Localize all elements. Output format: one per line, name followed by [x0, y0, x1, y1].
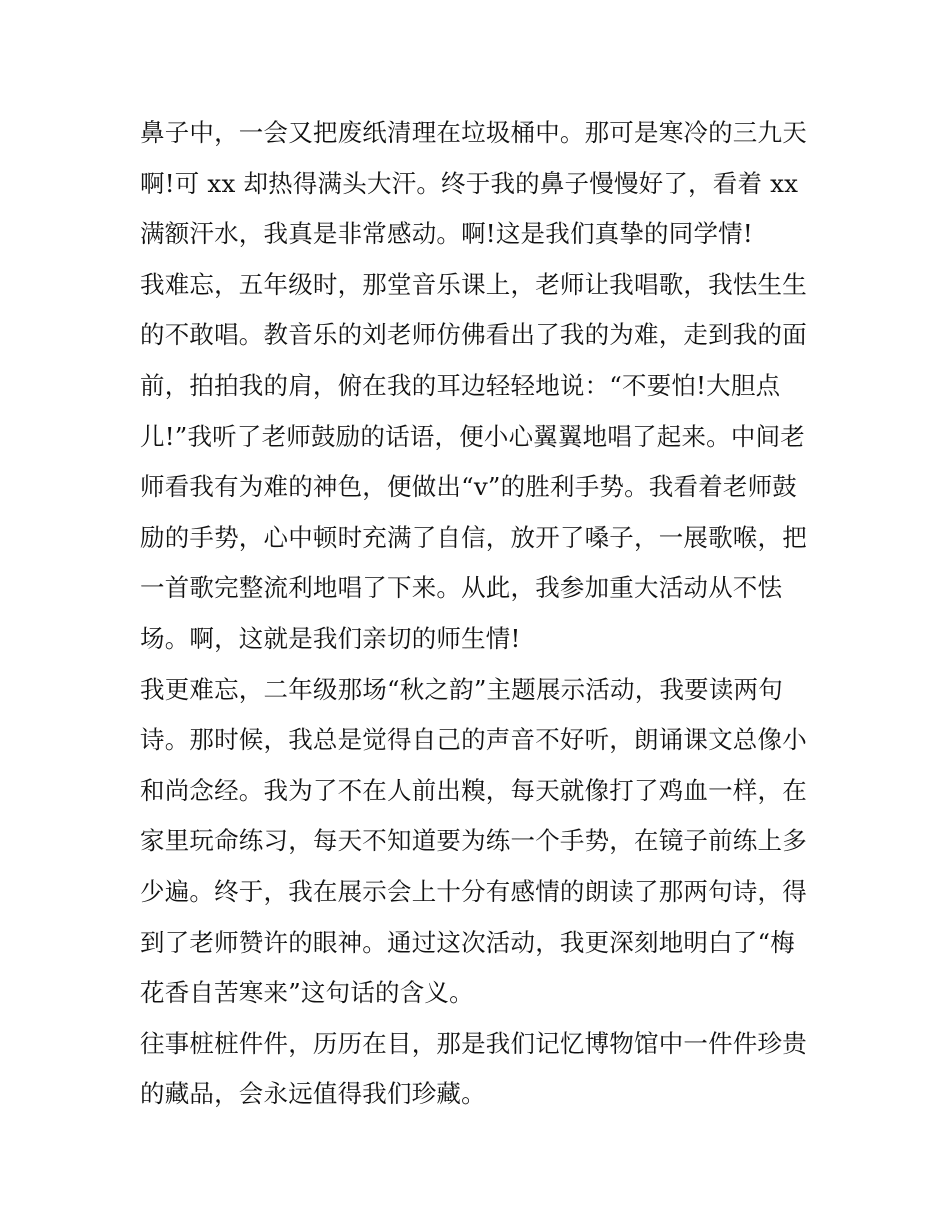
paragraph-1	[140, 108, 820, 260]
text-line: 花香自苦寒来”这句话的含义。	[140, 978, 474, 1008]
text-line: 满额汗水，我真是非常感动。啊!这是我们真挚的同学情!	[140, 219, 753, 249]
text-line: 我难忘，五年级时，那堂音乐课上，老师让我唱歌，我怯生生	[140, 269, 807, 299]
paragraph-3	[140, 665, 820, 1019]
text-line: 的不敢唱。教音乐的刘老师仿佛看出了我的为难，走到我的面	[140, 320, 807, 350]
text-line: 的藏品，会永远值得我们珍藏。	[140, 1079, 486, 1109]
text-line: 家里玩命练习，每天不知道要为练一个手势，在镜子前练上多	[140, 826, 807, 856]
paragraph-4	[140, 1019, 820, 1120]
text-line: 场。啊，这就是我们亲切的师生情!	[140, 623, 521, 653]
text-line: 啊!可 xx 却热得满头大汗。终于我的鼻子慢慢好了，看着 xx	[140, 168, 799, 198]
text-line: 一首歌完整流利地唱了下来。从此，我参加重大活动从不怯	[140, 573, 783, 603]
text-line: 少遍。终于，我在展示会上十分有感情的朗读了那两句诗，得	[140, 876, 807, 906]
text-line: 往事桩桩件件，历历在目，那是我们记忆博物馆中一件件珍贵	[140, 1028, 807, 1058]
paragraph-2	[140, 260, 820, 665]
text-line: 和尚念经。我为了不在人前出糗，每天就像打了鸡血一样，在	[140, 775, 807, 805]
text-line: 儿!”我听了老师鼓励的话语，便小心翼翼地唱了起来。中间老	[140, 421, 805, 451]
text-line: 到了老师赞许的眼神。通过这次活动，我更深刻地明白了“梅	[140, 927, 795, 957]
text-line: 我更难忘，二年级那场“秋之韵”主题展示活动，我要读两句	[140, 674, 783, 704]
text-line: 鼻子中，一会又把废纸清理在垃圾桶中。那可是寒冷的三九天	[140, 118, 807, 147]
text-line: 励的手势，心中顿时充满了自信，放开了嗓子，一展歌喉，把	[140, 522, 807, 552]
text-line: 前，拍拍我的肩，俯在我的耳边轻轻地说：“不要怕!大胆点	[140, 370, 781, 400]
document-body	[140, 108, 820, 1120]
text-line: 诗。那时候，我总是觉得自己的声音不好听，朗诵课文总像小	[140, 725, 807, 755]
text-line: 师看我有为难的神色，便做出“v”的胜利手势。我看着老师鼓	[140, 472, 797, 502]
